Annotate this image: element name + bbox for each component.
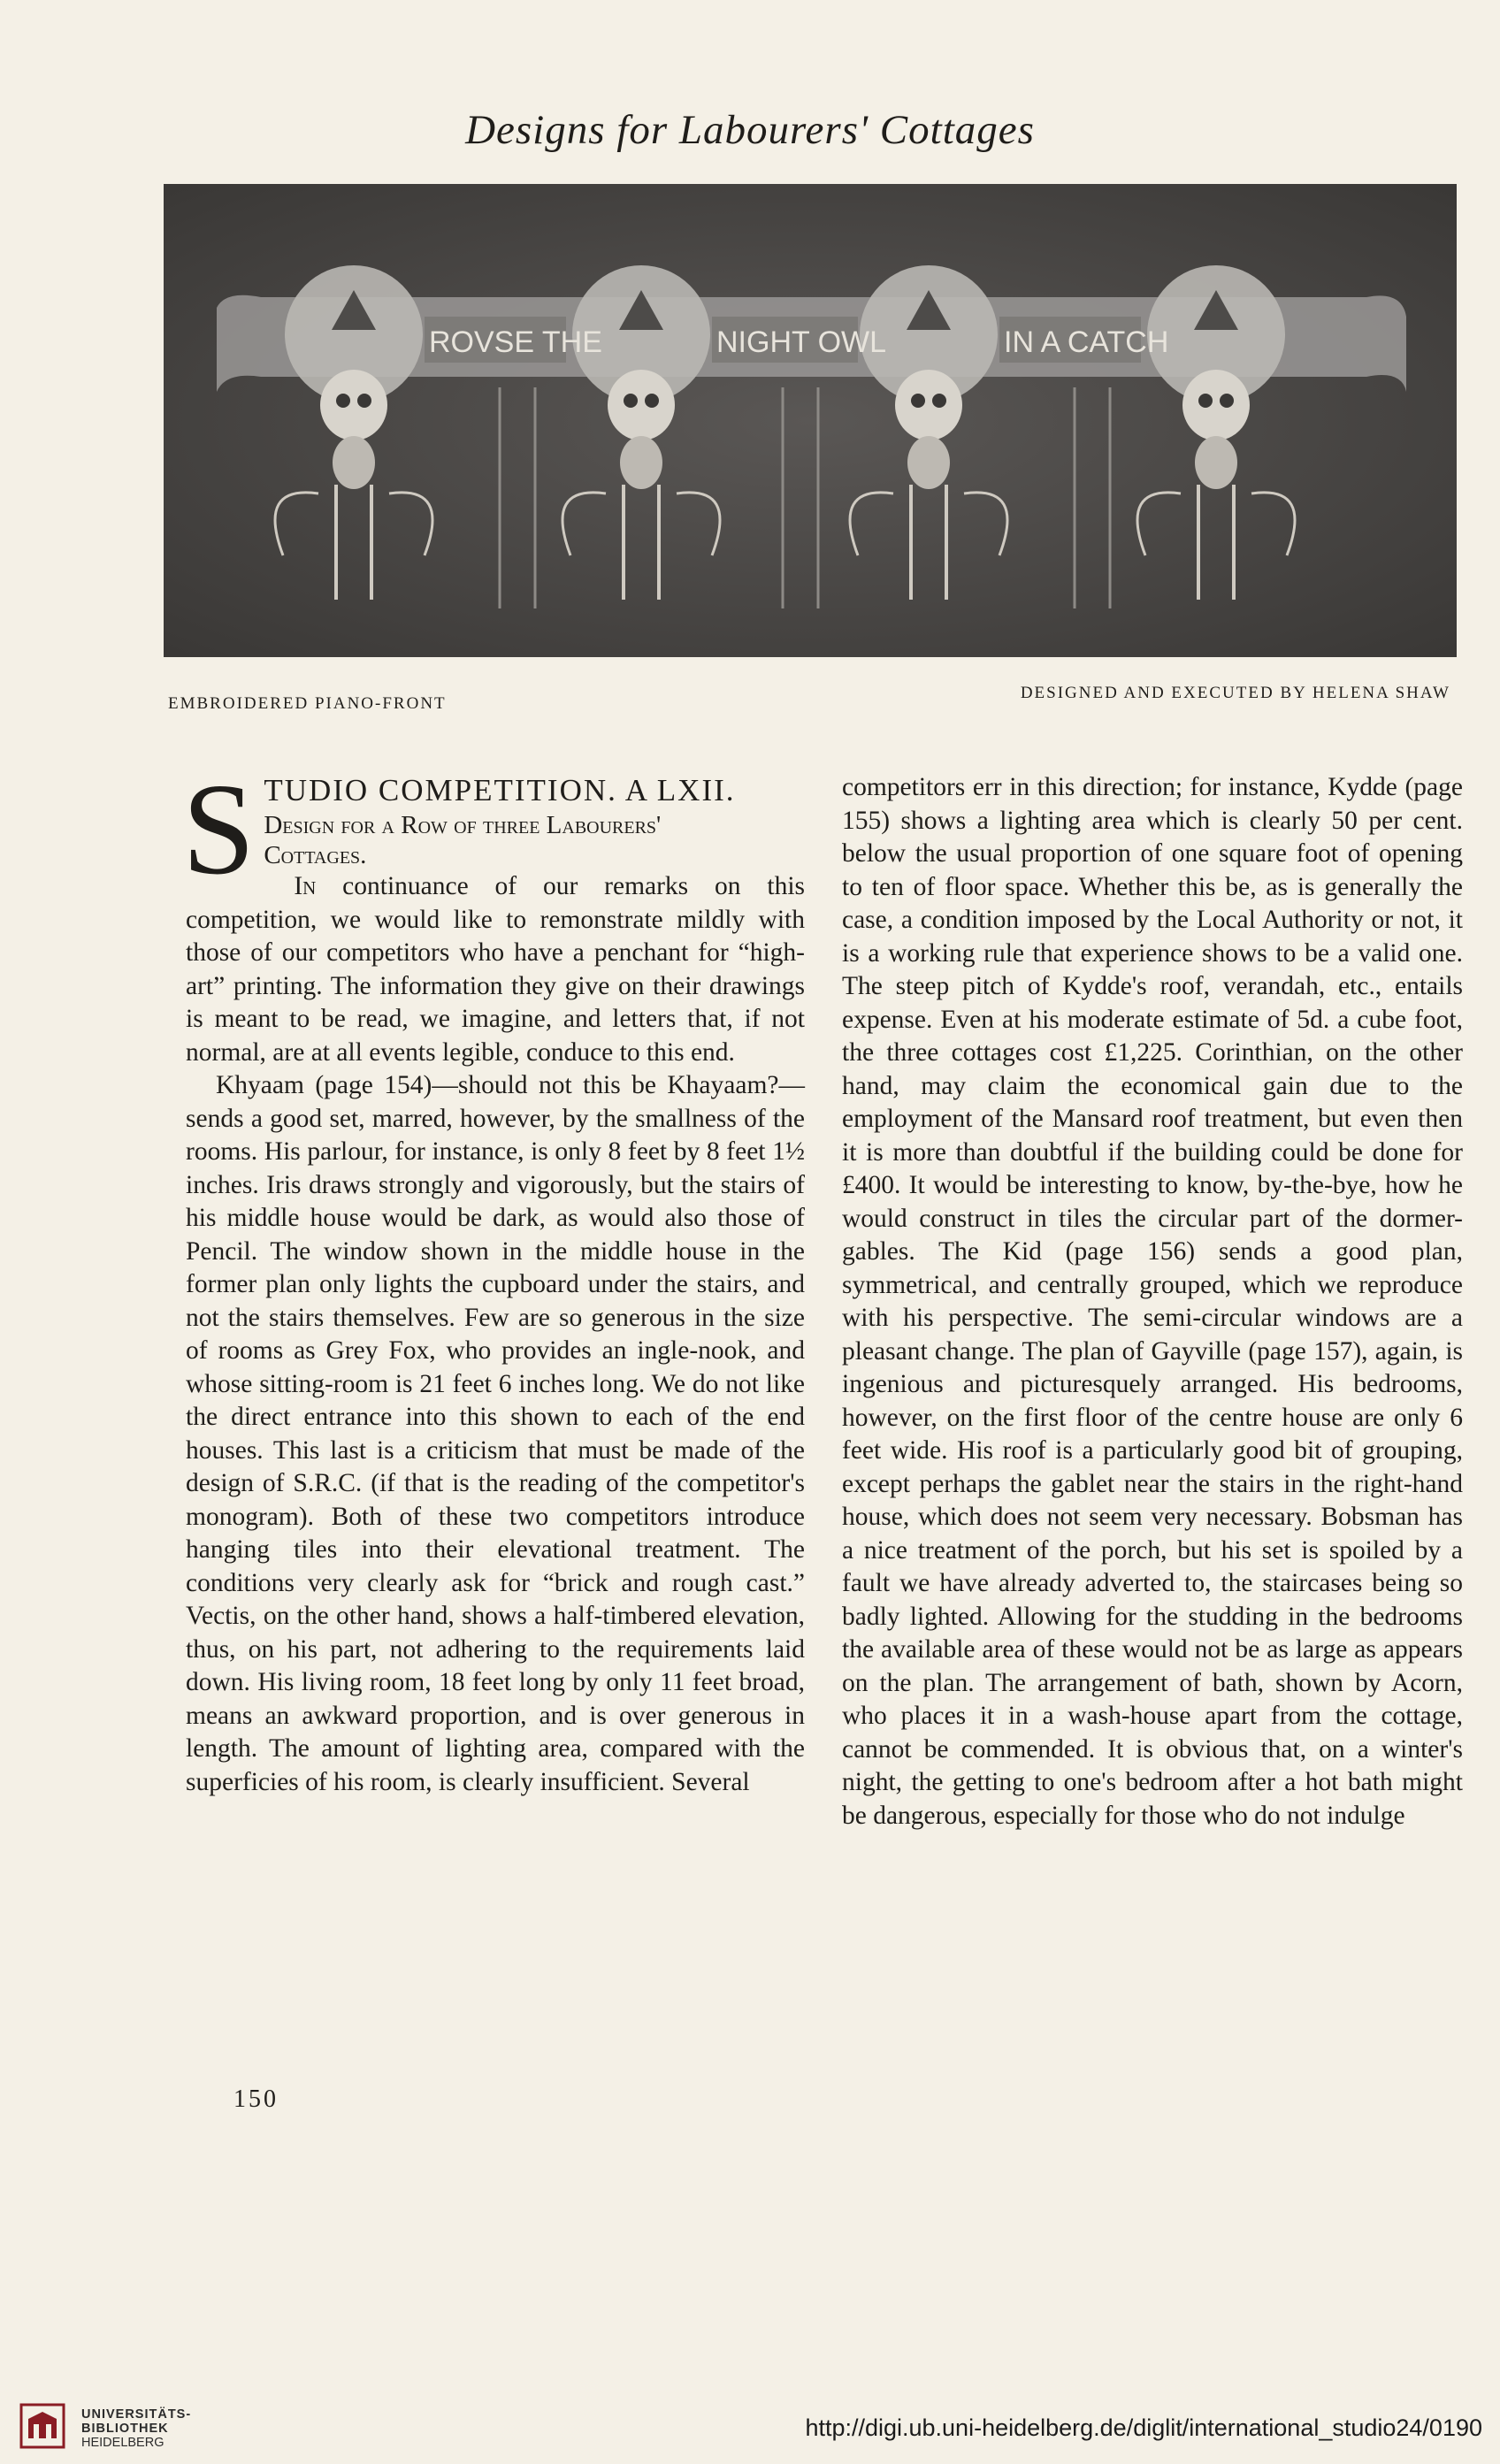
embroidery-illustration — [164, 184, 1457, 657]
paragraph-left-2: Khyaam (page 154)—should not this be Khayaam?—sends a good set, marred, however, by the smallness of the rooms. His parlour, for instance, is only 8 feet by 8 feet 1½ inches. Iris draws strongly and vigorously, but the stairs of his middle house would be dark, as would also those of Pencil. The window shown in the middle house in the former plan only lights the cupboard under the stairs, and not the stairs themselves. Few are so generous in the size of rooms as Grey Fox, who provides an ingle-nook, and whose sitting-room is 21 feet 6 inches long. We do not like the direct entrance into this shown to each of the end houses. This last is a criticism that must be made of the design of S.R.C. (if that is the reading of the competitor's monogram). Both of these two competitors introduce hanging tiles into their elevational treatment. The conditions very clearly ask for “brick and rough cast.” Vectis, on the other hand, shows a half-timbered elevation, thus, on his part, not adhering to the requirements laid down. His living room, 18 feet long by only 11 feet broad, means an awkward proportion, and is over generous in length. The amount of lighting area, compared with the superficies of his room, is clearly insufficient. Several — [186, 1071, 805, 1796]
embroidered-piano-front-image — [164, 184, 1457, 657]
right-column — [842, 771, 1463, 1833]
article-subtitle-line1: Design for a Row of three Labourers' — [264, 811, 662, 839]
library-line-3: HEIDELBERG — [81, 2436, 165, 2450]
university-library-logo — [19, 2403, 65, 2449]
paragraph-right-1: competitors err in this direction; for instance, Kydde (page 155) shows a lighting area which is clearly 50 per cent. below the usual proportion of one square foot of opening to ten of floor space. Whether this be, as is generally the case, a condition imposed by the Local Authority or not, it is a working rule that experience shows to be a valid one. The steep pitch of Kydde's roof, verandah, etc., entails expense. Even at his moderate estimate of 5d. a cube foot, the three cottages cost £1,225. Corinthian, on the other hand, may claim the economical gain due to the employment of the Mansard roof treatment, but even then it is more than doubtful if the building could be done for £400. It would be interesting to know, by-the-bye, how he would construct in tiles the circular part of the dormer-gables. The Kid (page 156) sends a good plan, symmetrical, and centrally grouped, which we reproduce with his perspective. The semi-circular windows are a pleasant change. The plan of Gayville (page 157), again, is ingenious and picturesquely arranged. His bedrooms, however, on the first floor of the centre house are only 6 feet wide. His roof is a particularly good bit of grouping, except perhaps the gablet near the stairs in the right-hand house, which does not seem very necessary. Bobsman has a nice treatment of the porch, but his set is spoiled by a fault we have already adverted to, the staircases being so badly lighted. Allowing for the studding in the bedrooms the available area of these would not be as large as appears on the plan. The arrangement of bath, shown by Acorn, who places it in a wash-house apart from the cottage, cannot be commended. It is obvious that, on a winter's night, the getting to one's bedroom after a hot bath might be dangerous, especially for those who do not indulge — [842, 773, 1463, 1830]
figure-caption-right: DESIGNED AND EXECUTED BY HELENA SHAW — [1020, 684, 1450, 702]
paragraph-lead: In — [294, 872, 317, 900]
banner-word-2: NIGHT OWL — [716, 325, 887, 359]
figure-caption-left: EMBROIDERED PIANO-FRONT — [168, 694, 447, 713]
running-title: Designs for Labourers' Cottages — [465, 107, 1035, 153]
paragraph-left-1 — [186, 870, 805, 1069]
source-url-link[interactable]: http://digi.ub.uni-heidelberg.de/diglit/international_studio24/0190 — [805, 2414, 1482, 2441]
banner-word-1: ROVSE THE — [429, 325, 602, 359]
article-title: TUDIO COMPETITION. A LXII. — [264, 773, 736, 807]
drop-cap: S — [182, 757, 256, 902]
article-subtitle-line2: Cottages. — [264, 841, 367, 869]
paragraph-left-1-text: continuance of our remarks on this competition, we would like to remonstrate mildly with those of our competitors who have a penchant for “high-art” printing. The information they give on their drawings is meant to be read, we imagine, and letters that, if not normal, are at all events legible, conduce to this end. — [186, 872, 805, 1067]
banner-word-3: IN A CATCH — [1004, 325, 1169, 359]
library-line-1: UNIVERSITÄTS- — [81, 2407, 192, 2422]
library-name — [81, 2407, 191, 2450]
article-subtitle — [186, 810, 805, 870]
library-line-2: BIBLIOTHEK — [81, 2422, 169, 2436]
left-column — [182, 757, 805, 1799]
page-number: 150 — [233, 2085, 279, 2113]
